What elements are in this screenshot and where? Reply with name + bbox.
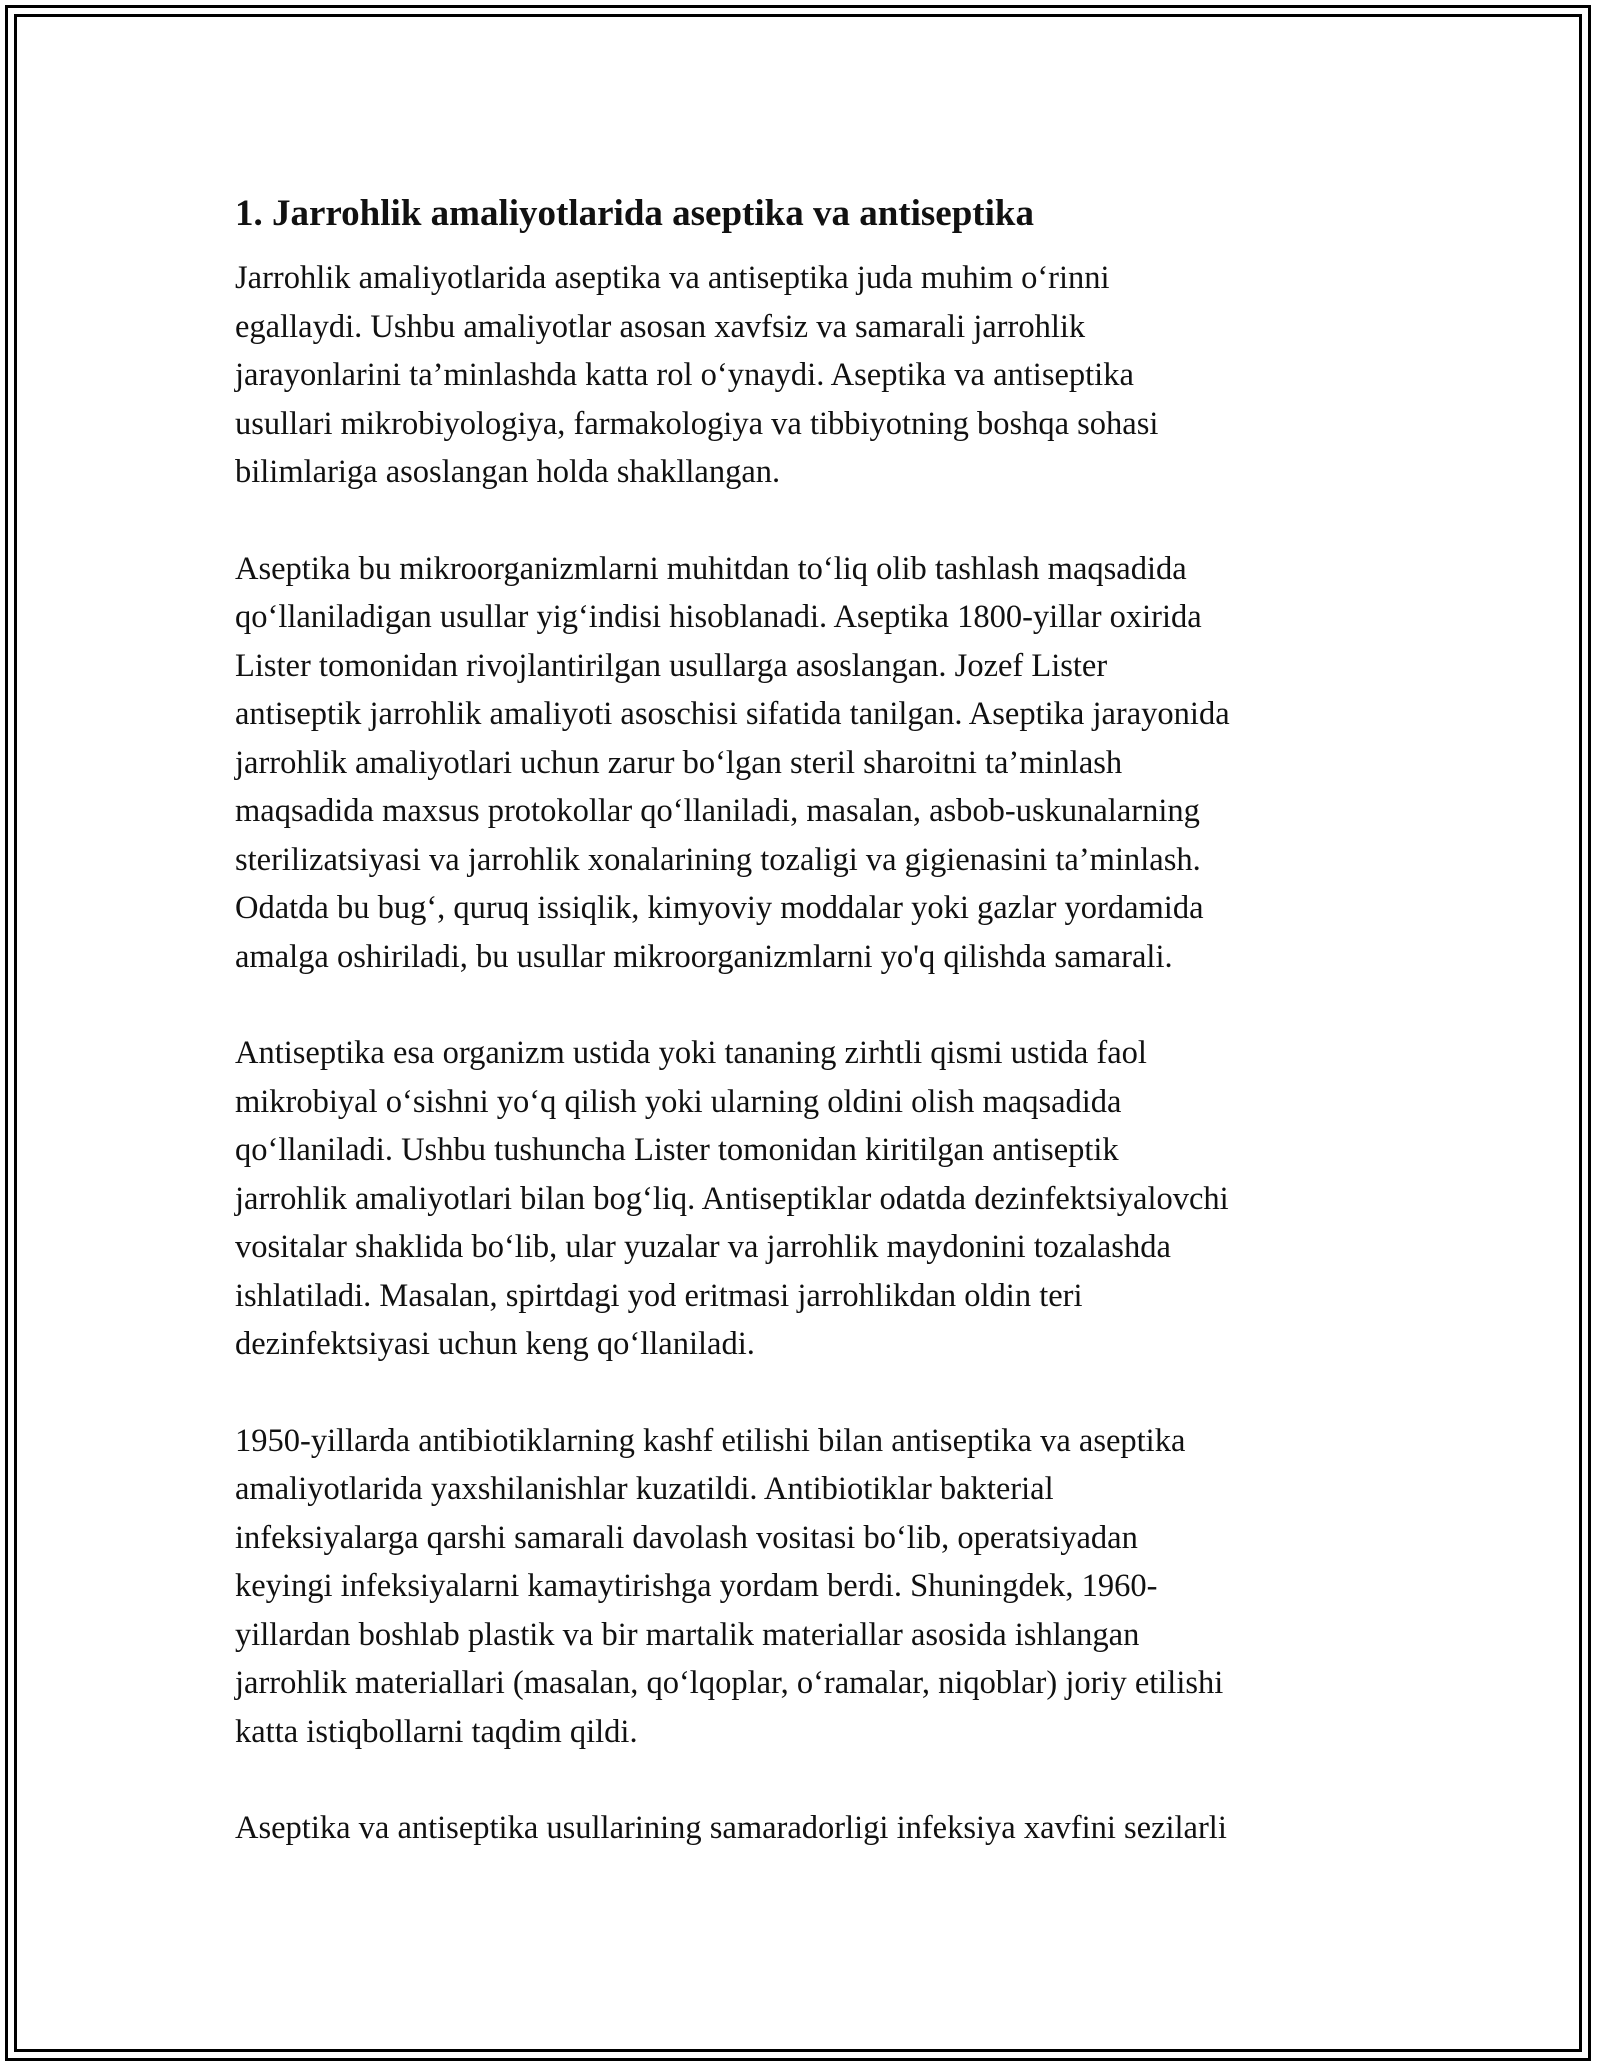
text-line: jarrohlik amaliyotlari bilan bog‘liq. Antiseptiklar odatda dezinfektsiyalovchi <box>235 1180 1229 1217</box>
paragraph-5 <box>235 1804 1365 1853</box>
section-title: 1. Jarrohlik amaliyotlarida aseptika va antiseptika <box>235 193 1034 234</box>
text-line: maqsadida maxsus protokollar qo‘llaniladi, masalan, asbob-uskunalarning <box>235 793 1200 829</box>
text-line: infeksiyalarga qarshi samarali davolash vositasi bo‘lib, operatsiyadan <box>235 1519 1138 1556</box>
text-line: mikrobiyal o‘sishni yo‘q qilish yoki ularning oldini olish maqsadida <box>235 1083 1122 1120</box>
paragraph-1 <box>235 254 1365 497</box>
text-line: ishlatiladi. Masalan, spirtdagi yod eritmasi jarrohlikdan oldin teri <box>235 1277 1083 1314</box>
text-line: 1950-yillarda antibiotiklarning kashf etilishi bilan antiseptika va aseptika <box>235 1422 1186 1459</box>
text-line: antiseptik jarrohlik amaliyoti asoschisi sifatida tanilgan. Aseptika jarayonida <box>235 696 1230 732</box>
text-line: amaliyotlarida yaxshilanishlar kuzatildi. Antibiotiklar bakterial <box>235 1471 1054 1507</box>
document-body <box>235 188 1365 1901</box>
text-line: jarrohlik materiallari (masalan, qo‘lqoplar, o‘ramalar, niqoblar) joriy etilishi <box>235 1665 1224 1701</box>
text-line: vositalar shaklida bo‘lib, ular yuzalar va jarrohlik maydonini tozalashda <box>235 1229 1171 1265</box>
text-line: keyingi infeksiyalarni kamaytirishga yordam berdi. Shuningdek, 1960- <box>235 1568 1158 1604</box>
text-line: jarayonlarini ta’minlashda katta rol o‘ynaydi. Aseptika va antiseptika <box>235 357 1134 393</box>
text-line: Odatda bu bug‘, quruq issiqlik, kimyoviy moddalar yoki gazlar yordamida <box>235 890 1204 926</box>
text-line: sterilizatsiyasi va jarrohlik xonalarining tozaligi va gigienasini ta’minlash. <box>235 841 1201 878</box>
text-line: katta istiqbollarni taqdim qildi. <box>235 1713 638 1750</box>
text-line: Aseptika bu mikroorganizmlarni muhitdan to‘liq olib tashlash maqsadida <box>235 550 1187 587</box>
text-line: qo‘llaniladigan usullar yig‘indisi hisoblanadi. Aseptika 1800-yillar oxirida <box>235 599 1202 635</box>
paragraph-4 <box>235 1417 1365 1757</box>
text-line: bilimlariga asoslangan holda shakllangan. <box>235 454 781 490</box>
text-line: amalga oshiriladi, bu usullar mikroorganizmlarni yo'q qilishda samarali. <box>235 938 1173 975</box>
paragraph-2 <box>235 545 1365 982</box>
text-line: usullari mikrobiyologiya, farmakologiya va tibbiyotning boshqa sohasi <box>235 405 1159 442</box>
text-line: dezinfektsiyasi uchun keng qo‘llaniladi. <box>235 1326 755 1362</box>
text-line: yillardan boshlab plastik va bir martalik materiallar asosida ishlangan <box>235 1616 1140 1653</box>
text-line: jarrohlik amaliyotlari uchun zarur bo‘lgan steril sharoitni ta’minlash <box>235 744 1123 781</box>
text-line: Lister tomonidan rivojlantirilgan usullarga asoslangan. Jozef Lister <box>235 647 1108 684</box>
text-line: Aseptika va antiseptika usullarining samaradorligi infeksiya xavfini sezilarli <box>235 1810 1227 1846</box>
text-line: Jarrohlik amaliyotlarida aseptika va antiseptika juda muhim o‘rinni <box>235 260 1110 296</box>
text-line: qo‘llaniladi. Ushbu tushuncha Lister tomonidan kiritilgan antiseptik <box>235 1132 1119 1168</box>
text-line: egallaydi. Ushbu amaliyotlar asosan xavfsiz va samarali jarrohlik <box>235 308 1086 345</box>
text-line: Antiseptika esa organizm ustida yoki tananing zirhtli qismi ustida faol <box>235 1035 1147 1071</box>
paragraph-3 <box>235 1029 1365 1369</box>
